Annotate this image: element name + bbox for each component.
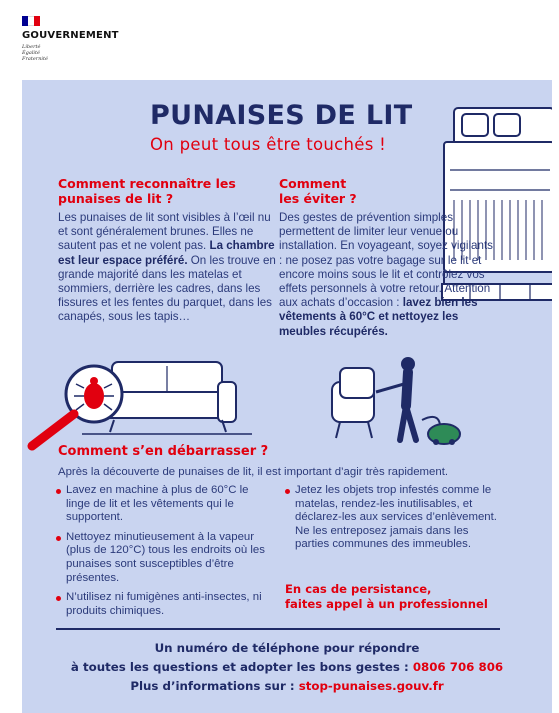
recognize-heading: Comment reconnaître les punaises de lit ? — [58, 176, 236, 206]
remove-intro: Après la découverte de punaises de lit, il est important d’agir très rapidement. — [58, 466, 449, 478]
phone-number[interactable]: 0806 706 806 — [412, 660, 504, 674]
remove-heading: Comment s’en débarrasser ? — [58, 444, 269, 459]
subtitle: On peut tous être touchés ! — [150, 135, 387, 154]
remove-bullets-left — [56, 484, 266, 624]
list-item: Nettoyez minutieusement à la vapeur (plus de 120°C) tous les endroits où les punaises sont susceptibles d’être présentes. — [56, 531, 266, 585]
government-logo — [22, 16, 142, 62]
website-link[interactable]: stop-punaises.gouv.fr — [298, 679, 444, 693]
recognize-text: Les punaises de lit sont visibles à l’œil nu et sont généralement brunes. Elles ne sautent pas et ne volent pas. La chambre est leur espace préféré. On les trouve en grande majorité dans les matelas et sommiers, derrière les cadres, dans les fissures et les fentes du parquet, dans les canapés, sous les tapis… — [58, 211, 276, 324]
footer-line-1: Un numéro de téléphone pour répondre — [154, 641, 420, 655]
vacuum-cleaning-illustration — [322, 350, 472, 450]
avoid-text: Des gestes de prévention simples permettent de limiter leur venue ou installation. En voyageant, soyez vigilants : ne posez pas votre bagage sur le lit et encore moins sous le lit et contrôlez vos effets personnels à votre retour. Attention aux achats d’occasion : lavez bien les vêtements à 60°C et nettoyez les meubles récupérés. — [279, 211, 493, 338]
persistence-note: En cas de persistance, faites appel à un professionnel — [285, 582, 488, 611]
footer-line-2: à toutes les questions et adopter les bons gestes : 0806 706 806 — [70, 660, 504, 674]
list-item: Lavez en machine à plus de 60°C le linge de lit et les vêtements qui le supportent. — [56, 484, 266, 525]
motto: Liberté Égalité Fraternité — [22, 44, 48, 62]
avoid-heading: Comment les éviter ? — [279, 176, 357, 206]
page-title: PUNAISES DE LIT — [150, 100, 413, 131]
list-item: Jetez les objets trop infestés comme le matelas, rendez-les inutilisables, et déclarez-les aux services d’enlèvement. Ne les entreposez jamais dans les parties communes des immeubles. — [285, 484, 500, 552]
sofa-illustration — [22, 342, 262, 452]
footer-line-3: Plus d’informations sur : stop-punaises.gouv.fr — [130, 679, 444, 693]
remove-bullets-right — [285, 484, 500, 558]
gov-name: GOUVERNEMENT — [22, 30, 119, 41]
divider — [56, 628, 500, 630]
poster — [22, 80, 552, 713]
list-item: N’utilisez ni fumigènes anti-insectes, ni produits chimiques. — [56, 591, 266, 618]
french-flag-icon — [22, 16, 40, 26]
